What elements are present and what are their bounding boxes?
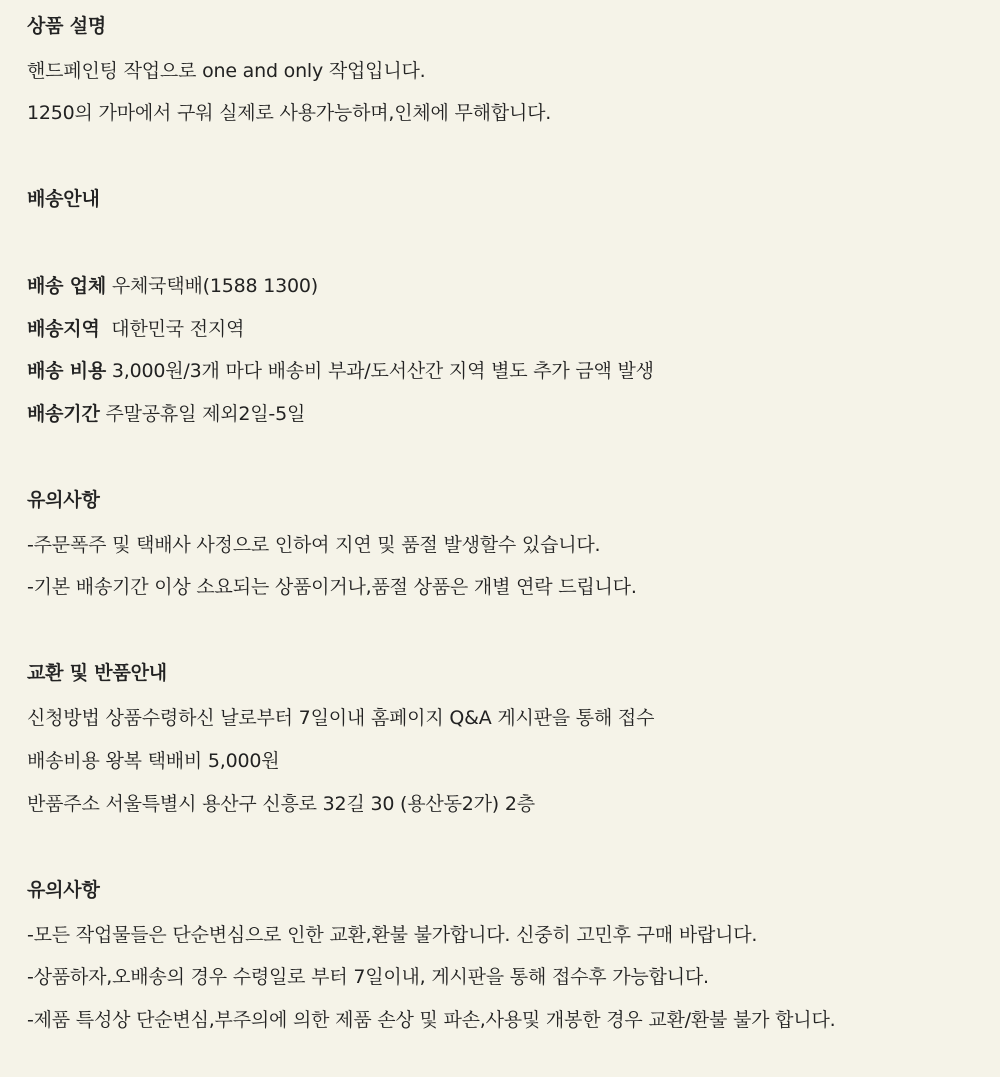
exchange-return-line: 반품주소 서울특별시 용산구 신흥로 32길 30 (용산동2가) 2층 [27, 793, 535, 815]
shipping-row-value: 대한민국 전지역 [99, 318, 245, 340]
shipping-row-label: 배송 업체 [27, 275, 107, 297]
notice-heading: 유의사항 [27, 879, 100, 901]
notice-line: -상품하자,오배송의 경우 수령일로 부터 7일이내, 게시판을 통해 접수후 가능합니다. [27, 966, 709, 988]
shipping-row-label: 배송지역 [27, 318, 100, 340]
shipping-row-value: 우체국택배(1588 1300) [106, 275, 319, 297]
notice-line: -기본 배송기간 이상 소요되는 상품이거나,품절 상품은 개별 연락 드립니다. [27, 576, 637, 598]
product-description-heading: 상품 설명 [27, 15, 107, 37]
shipping-row-carrier [27, 273, 318, 299]
product-description-line: 1250의 가마에서 구워 실제로 사용가능하며,인체에 무해합니다. [27, 102, 552, 124]
notice-line: -주문폭주 및 택배사 사정으로 인하여 지연 및 품절 발생할수 있습니다. [27, 534, 601, 556]
shipping-row-value: 주말공휴일 제외2일-5일 [99, 403, 306, 425]
exchange-return-heading: 교환 및 반품안내 [27, 662, 167, 684]
shipping-row-label: 배송 비용 [27, 360, 107, 382]
notice-line: -제품 특성상 단순변심,부주의에 의한 제품 손상 및 파손,사용및 개봉한 경우 교환/환불 불가 합니다. [27, 1009, 836, 1031]
exchange-return-line: 배송비용 왕복 택배비 5,000원 [27, 750, 280, 772]
shipping-row-cost [27, 358, 654, 384]
shipping-row-value: 3,000원/3개 마다 배송비 부과/도서산간 지역 별도 추가 금액 발생 [106, 360, 654, 382]
product-description-line: 핸드페인팅 작업으로 one and only 작업입니다. [27, 60, 426, 82]
shipping-row-region [27, 316, 244, 342]
shipping-heading: 배송안내 [27, 188, 100, 210]
notice-line: -모든 작업물들은 단순변심으로 인한 교환,환불 불가합니다. 신중히 고민후 구매 바랍니다. [27, 924, 758, 946]
shipping-row-period [27, 401, 305, 427]
shipping-row-label: 배송기간 [27, 403, 100, 425]
exchange-return-line: 신청방법 상품수령하신 날로부터 7일이내 홈페이지 Q&A 게시판을 통해 접수 [27, 707, 655, 729]
notice-heading: 유의사항 [27, 489, 100, 511]
